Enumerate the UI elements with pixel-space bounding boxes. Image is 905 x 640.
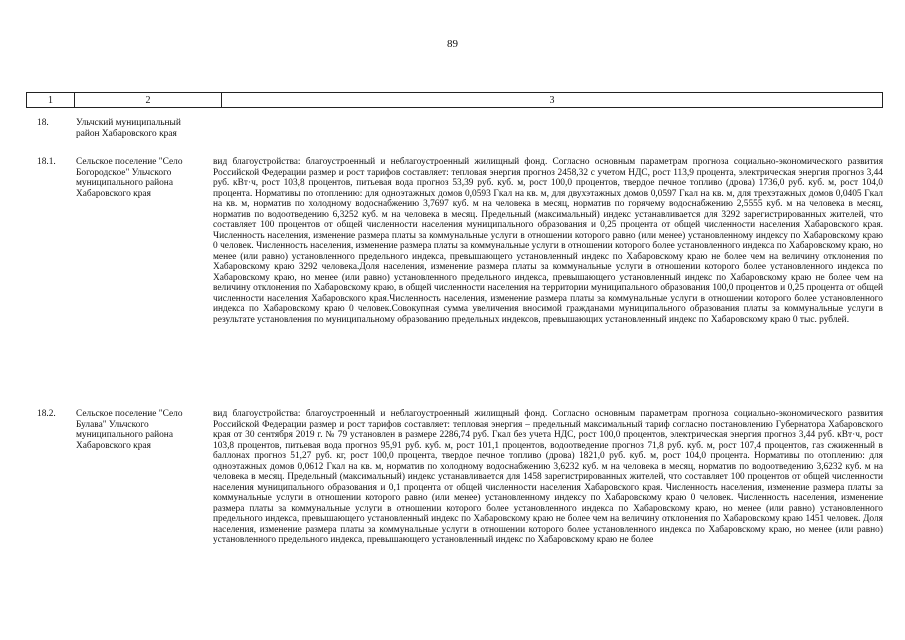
header-col-2: 2	[75, 93, 222, 108]
row-description: вид благоустройства: благоустроенный и неблагоустроенный жилищный фонд. Согласно основным параметрам прогноза социально-экономического развития Российской Федерации размер и рост тарифов составляет: тепловая энергия – предельный максимальный тариф согласно постановлению Губернатора Хабаровского края от 30 сентября 2019 г. № 79 установлен в размере 2286,74 руб. Гкал без учета НДС, рост 100,0 процентов, электрическая энергия прогноз 3,44 руб. кВт·ч, рост 103,8 процентов, питьевая вода прогноз 95,91 руб. куб. м, рост 101,1 процентов, водоотведение прогноз 71,8 руб. куб. м, рост 107,4 процентов, газ сжиженный в баллонах прогноз 51,27 руб. кг, рост 100,0 процента, твердое печное топливо (дрова) 1821,0 руб. куб. м, рост 104,0 процента. Нормативы по отоплению: для одноэтажных домов 0,0612 Гкал на кв. м, норматив по холодному водоснабжению 3,6232 куб. м на человека в месяц, норматив по водоотведению 3,6232 куб. м на человека в месяц. Предельный (максимальный) индекс устанавливается для 1458 зарегистрированных жителей, что составляет 100 процентов от общей численности населения муниципального образования и 0,1 процента от общей численности населения Хабаровского края. Численность населения, изменение размера платы за коммунальные услуги в отношении которого равно (или менее) установленному индексу по Хабаровскому краю 0 человек. Численность населения, изменение размера платы за коммунальные услуги в отношении которого более установленного индекса по Хабаровскому краю, но менее (или равно) установленного предельного индекса, превышающего установленный индекс по Хабаровскому краю не более чем на величину отклонения по Хабаровскому краю 1451 человек. Доля населения, изменение размера платы за коммунальные услуги в отношении которого более установленного индекса по Хабаровскому краю, но менее (или равно) установленного предельного индекса, превышающего установленный индекс по Хабаровскому краю не более	[213, 409, 883, 545]
row-name: Ульчский муниципальный район Хабаровского края	[76, 118, 181, 139]
row-number: 18.2.	[37, 409, 56, 419]
row-number: 18.	[37, 118, 49, 128]
row-number: 18.1.	[37, 157, 56, 167]
header-col-1: 1	[27, 93, 75, 108]
row-description: вид благоустройства: благоустроенный и неблагоустроенный жилищный фонд. Согласно основным параметрам прогноза социально-экономического развития Российской Федерации размер и рост тарифов составляет: тепловая энергия прогноз 2458,32 с учетом НДС, рост 113,9 процента, электрическая энергия прогноз 3,44 руб. кВт·ч, рост 103,8 процентов, питьевая вода прогноз 53,39 руб. куб. м, рост 100,0 процентов, твердое печное топливо (дрова) 1736,0 руб. куб. м, рост 104,0 процента. Нормативы по отоплению: для одноэтажных домов 0,0593 Гкал на кв. м, для двухэтажных домов 0,0597 Гкал на кв. м, для трехэтажных домов 0,0405 Гкал на кв. м, норматив по холодному водоснабжению 3,7697 куб. м на человека в месяц, норматив по горячему водоснабжению 2,5555 куб. м на человека в месяц, норматив по водоотведению 6,3252 куб. м на человека в месяц. Предельный (максимальный) индекс устанавливается для 3292 зарегистрированных жителей, что составляет 100 процентов от общей численности населения муниципального образования и 0,25 процента от общей численности населения Хабаровского края. Численность населения, изменение размера платы за коммунальные услуги в отношении которого равно (или менее) установленному индексу по Хабаровскому краю 0 человек. Численность населения, изменение размера платы за коммунальные услуги в отношении которого более установленного индекса по Хабаровскому краю, но менее (или равно) установленного предельного индекса, превышающего установленный индекс по Хабаровскому краю не более чем на величину отклонения по Хабаровскому краю 3292 человека.Доля населения, изменение размера платы за коммунальные услуги в отношении которого более установленного индекса по Хабаровскому краю, но менее (или равно) установленного предельного индекса, превышающего установленный индекс по Хабаровскому краю не более чем на величину отклонения по Хабаровскому краю, в общей численности населения на территории муниципального образования 100,0 процентов и 0,25 процента от общей численности населения Хабаровского края.Численность населения, изменение размера платы за коммунальные услуги в отношении которого более установленного индекса по Хабаровскому краю 0 человек.Совокупная сумма увеличения вносимой гражданами муниципального образования платы за коммунальные услуги в результате установления по муниципальному образованию предельных индексов, превышающих установленный индекс по Хабаровскому краю 0 тыс. рублей.	[213, 157, 883, 325]
header-col-3: 3	[222, 93, 883, 108]
page-number: 89	[447, 38, 458, 50]
row-name: Сельское поселение "Село Богородское" Ульчского муниципального района Хабаровского края	[76, 157, 183, 199]
row-name: Сельское поселение "Село Булава" Ульчского муниципального района Хабаровского края	[76, 409, 183, 451]
column-header-table	[26, 92, 883, 108]
